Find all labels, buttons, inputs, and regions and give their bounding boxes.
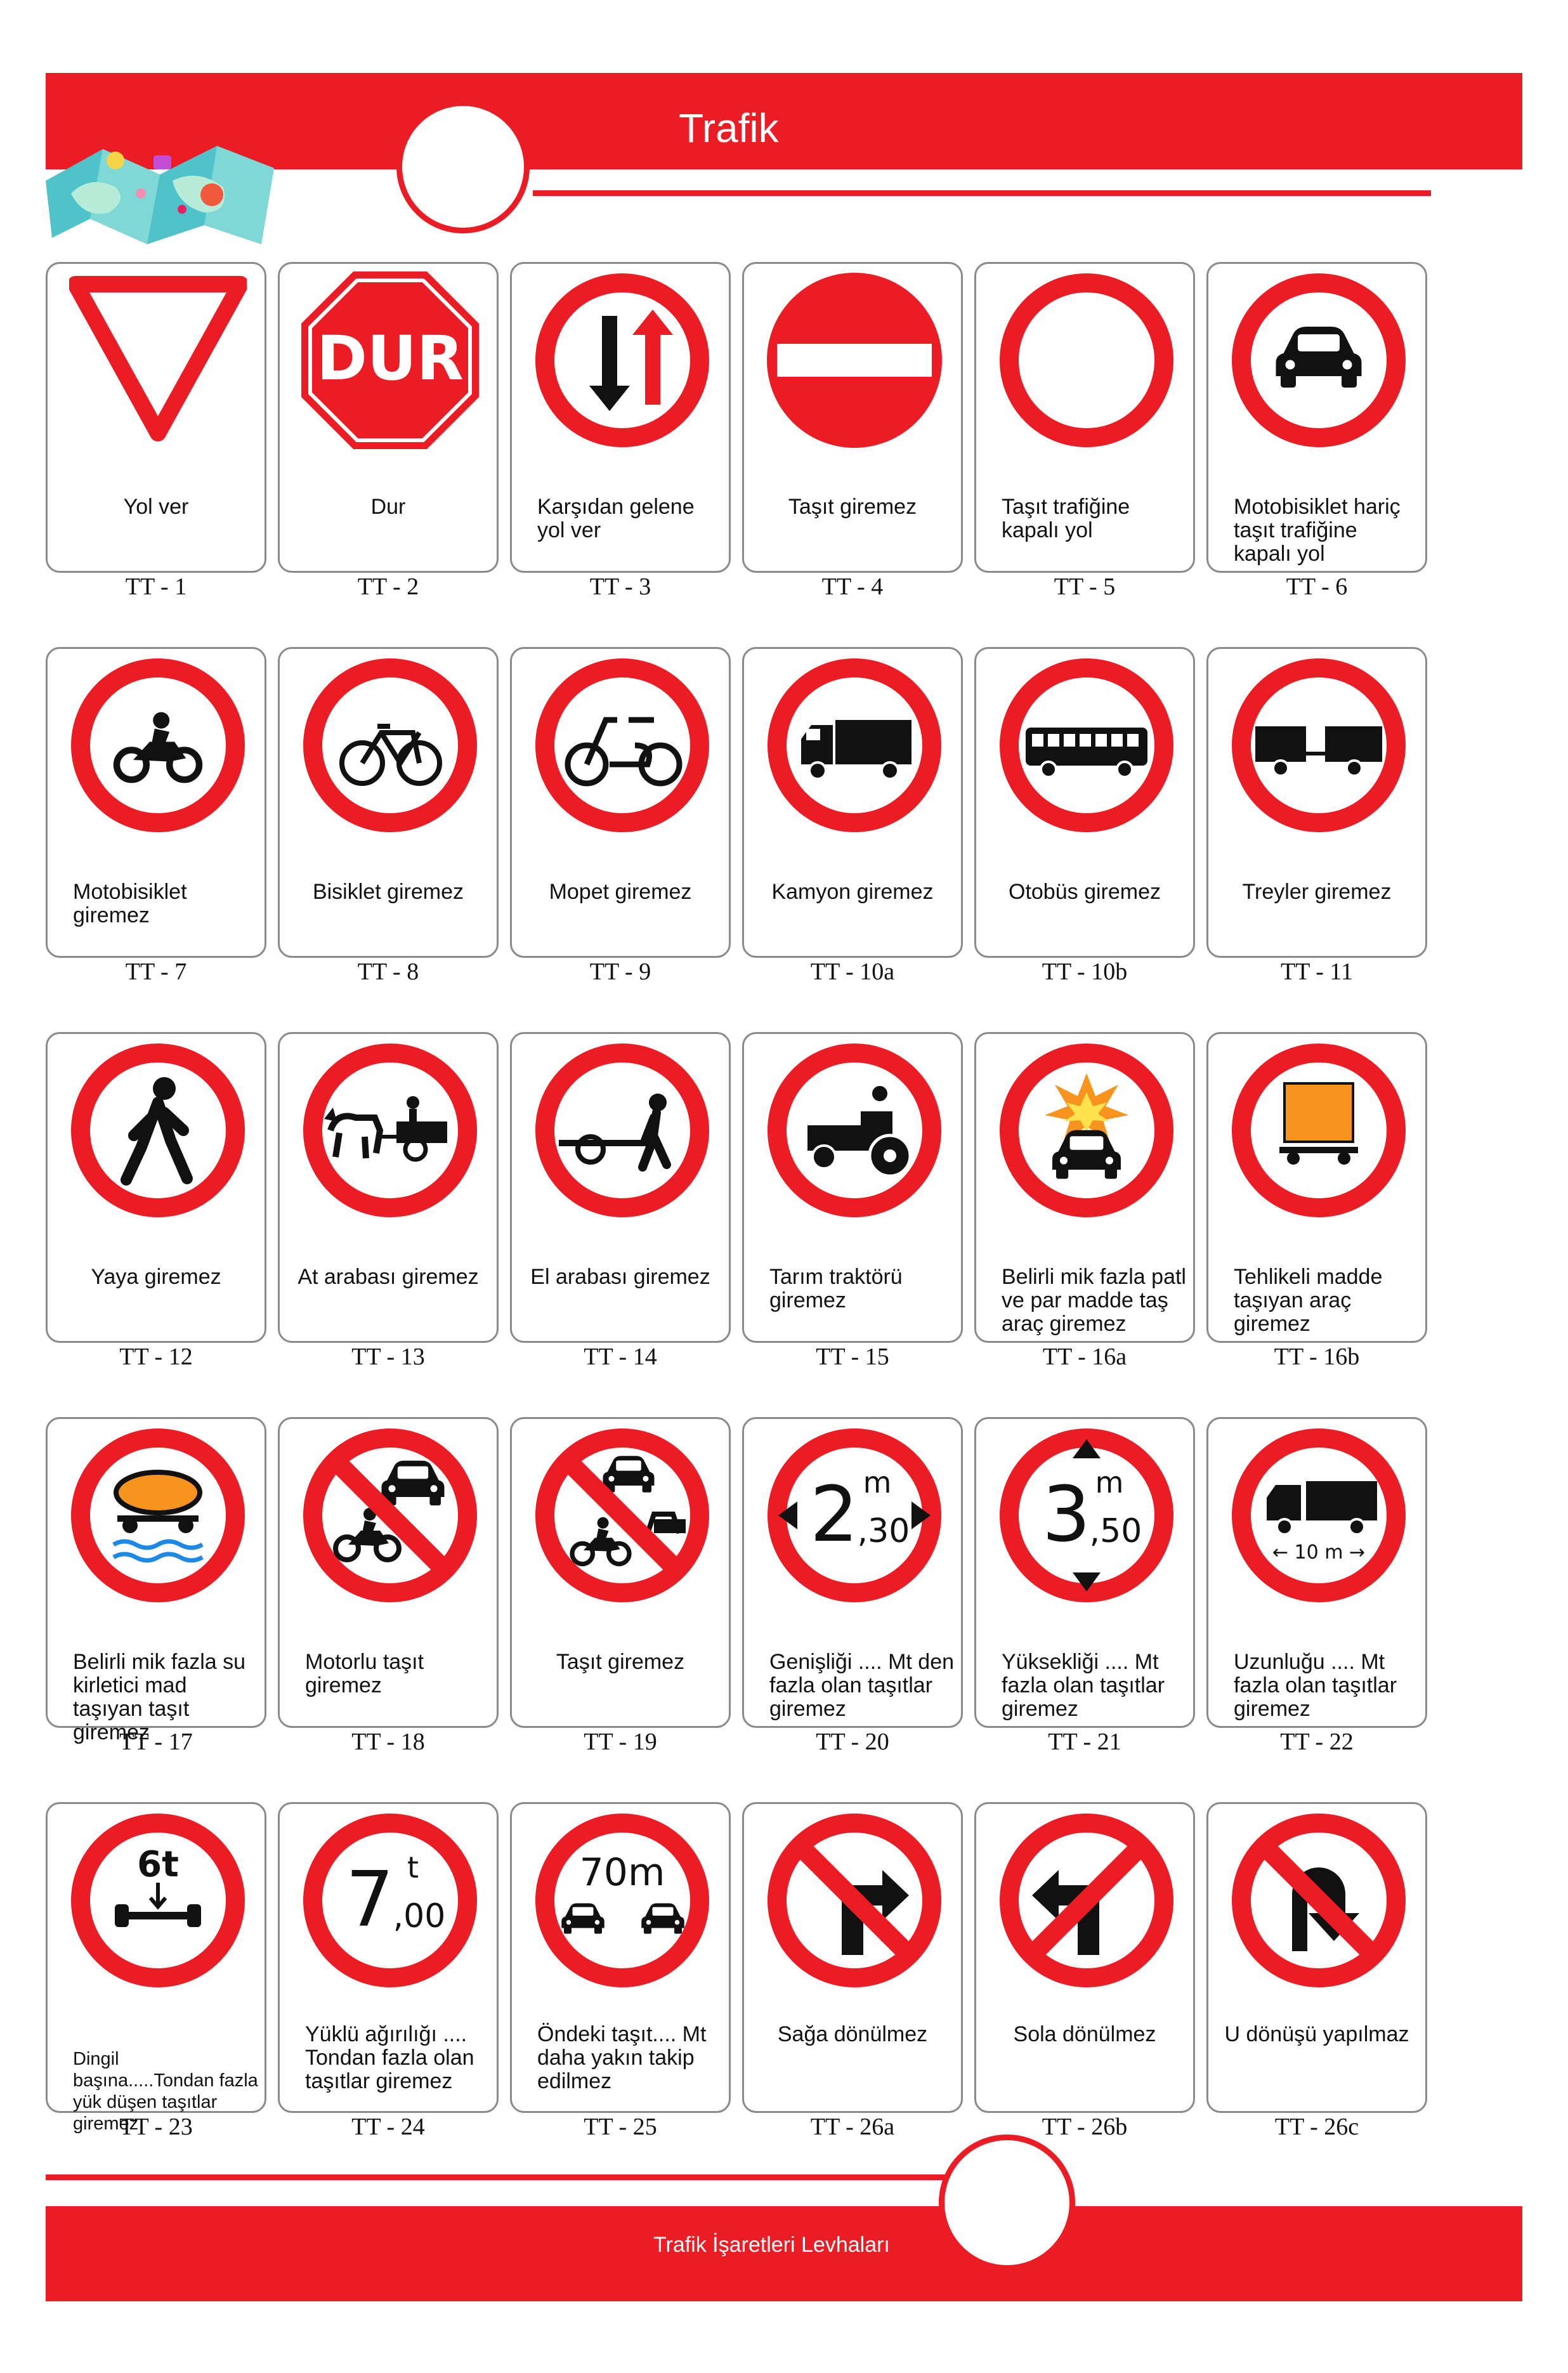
sign-code: TT - 19 <box>584 1729 657 1755</box>
footer-rule <box>46 2174 946 2180</box>
world-map-icon <box>46 136 274 244</box>
stop-octagon-icon <box>301 271 479 449</box>
sign-label: Mopet giremez <box>549 880 692 904</box>
sign-card <box>742 1032 963 1343</box>
svg-text:,30: ,30 <box>857 1512 910 1550</box>
sign-code: TT - 5 <box>1054 573 1116 600</box>
sign-label: At arabası giremez <box>297 1265 479 1289</box>
sign-code: TT - 3 <box>589 573 651 600</box>
no-left-turn-icon <box>998 1812 1175 1989</box>
sign-card <box>510 647 731 958</box>
no-motor-vehicles-icon <box>301 1427 479 1604</box>
no-u-turn-icon <box>1230 1812 1408 1989</box>
no-explosives-icon <box>998 1042 1175 1219</box>
sign-card <box>46 262 266 573</box>
svg-text:m: m <box>1095 1465 1124 1500</box>
sign-label: Yol ver <box>123 495 189 519</box>
sign-label: Taşıt giremez <box>556 1650 685 1674</box>
sign-code: TT - 22 <box>1280 1729 1354 1755</box>
svg-text:2: 2 <box>809 1471 859 1559</box>
no-bus-icon <box>998 657 1175 834</box>
sign-code: TT - 8 <box>357 958 419 985</box>
header-rule <box>533 190 1431 196</box>
sign-code: TT - 24 <box>351 2114 425 2140</box>
sign-card <box>1206 1802 1427 2113</box>
sign-label: Bisiklet giremez <box>312 880 464 904</box>
svg-text:m: m <box>863 1465 892 1500</box>
svg-text:DUR: DUR <box>317 323 464 394</box>
height-limit-icon <box>998 1427 1175 1604</box>
no-entry-icon <box>766 271 943 449</box>
footer-circle <box>939 2134 1075 2271</box>
sign-label: Yüksekliği .... Mt fazla olan taşıtlar giremez <box>1002 1650 1165 1721</box>
no-moped-icon <box>533 657 711 834</box>
sign-code: TT - 26b <box>1042 2114 1128 2140</box>
sign-card <box>974 1802 1195 2113</box>
sign-code: TT - 17 <box>119 1729 193 1755</box>
sign-code: TT - 21 <box>1048 1729 1121 1755</box>
sign-label: Dingil başına.....Tondan fazla yük düşen taşıtlar giremez <box>73 2049 258 2134</box>
sign-code: TT - 9 <box>589 958 651 985</box>
sign-label: Kamyon giremez <box>771 880 934 904</box>
no-water-pollutant-icon <box>69 1427 247 1604</box>
sign-code: TT - 26a <box>810 2114 895 2140</box>
no-bicycle-icon <box>301 657 479 834</box>
sign-card <box>510 1032 731 1343</box>
no-handcart-icon <box>533 1042 711 1219</box>
oncoming-priority-icon <box>533 271 711 449</box>
sign-label: El arabası giremez <box>530 1265 710 1289</box>
no-trailer-icon <box>1230 657 1408 834</box>
svg-text:70m: 70m <box>579 1850 665 1895</box>
no-vehicles-icon <box>533 1427 711 1604</box>
sign-label: Sağa dönülmez <box>777 2022 928 2046</box>
no-horse-cart-icon <box>301 1042 479 1219</box>
sign-code: TT - 6 <box>1286 573 1348 600</box>
sign-label: Belirli mik fazla su kirletici mad taşıyan taşıt giremez <box>73 1650 246 1744</box>
sign-code: TT - 18 <box>351 1729 425 1755</box>
sign-code: TT - 7 <box>125 958 187 985</box>
svg-text:← 10 m →: ← 10 m → <box>1272 1541 1366 1564</box>
no-tractor-icon <box>766 1042 943 1219</box>
sign-label: Dur <box>370 495 406 519</box>
no-pedestrian-icon <box>69 1042 247 1219</box>
page-title: Trafik <box>679 105 779 151</box>
sign-card <box>742 1417 963 1728</box>
svg-text:,50: ,50 <box>1089 1512 1142 1550</box>
sign-card <box>278 647 499 958</box>
sign-card <box>46 647 266 958</box>
no-right-turn-icon <box>766 1812 943 1989</box>
sign-card <box>278 1032 499 1343</box>
sign-card <box>278 262 499 573</box>
sign-code: TT - 25 <box>584 2114 657 2140</box>
sign-card <box>742 1802 963 2113</box>
svg-text:3: 3 <box>1042 1471 1091 1559</box>
sign-code: TT - 10a <box>810 958 895 985</box>
closed-road-icon <box>998 271 1175 449</box>
sign-card <box>974 1417 1195 1728</box>
sign-code: TT - 26c <box>1274 2114 1359 2140</box>
sign-card <box>742 647 963 958</box>
sign-card <box>510 1417 731 1728</box>
sign-code: TT - 15 <box>816 1343 889 1370</box>
sign-card <box>1206 1032 1427 1343</box>
sign-label: Motorlu taşıt giremez <box>305 1650 424 1697</box>
sign-label: Karşıdan gelene yol ver <box>537 495 695 542</box>
svg-text:,00: ,00 <box>393 1897 446 1935</box>
sign-code: TT - 11 <box>1281 958 1353 985</box>
sign-label: Yaya giremez <box>91 1265 221 1289</box>
sign-card <box>742 262 963 573</box>
sign-code: TT - 16b <box>1274 1343 1360 1370</box>
sign-label: Motobisiklet giremez <box>73 880 187 927</box>
sign-code: TT - 12 <box>119 1343 193 1370</box>
header-circle <box>396 100 530 233</box>
sign-label: Motobisiklet hariç taşıt trafiğine kapalı yol <box>1234 495 1401 566</box>
sign-card <box>974 647 1195 958</box>
sign-label: Tarım traktörü giremez <box>769 1265 903 1312</box>
sign-label: U dönüşü yapılmaz <box>1224 2022 1409 2046</box>
min-distance-icon <box>533 1812 711 1989</box>
no-car-icon <box>1230 271 1408 449</box>
sign-card <box>1206 262 1427 573</box>
sign-label: Treyler giremez <box>1242 880 1392 904</box>
svg-text:t: t <box>407 1850 419 1885</box>
no-motorcycle-icon <box>69 657 247 834</box>
sign-label: Sola dönülmez <box>1013 2022 1156 2046</box>
sign-card <box>974 262 1195 573</box>
no-truck-icon <box>766 657 943 834</box>
sign-card <box>1206 1417 1427 1728</box>
sign-card <box>1206 647 1427 958</box>
sign-card <box>46 1032 266 1343</box>
sign-code: TT - 1 <box>125 573 187 600</box>
sign-label: Uzunluğu .... Mt fazla olan taşıtlar giremez <box>1234 1650 1397 1721</box>
sign-card <box>510 262 731 573</box>
sign-label: Taşıt giremez <box>788 495 917 519</box>
sign-code: TT - 16a <box>1042 1343 1127 1370</box>
sign-code: TT - 2 <box>357 573 419 600</box>
sign-label: Yüklü ağırılığı .... Tondan fazla olan taşıtlar giremez <box>305 2022 474 2093</box>
weight-limit-icon <box>301 1812 479 1989</box>
sign-label: Taşıt trafiğine kapalı yol <box>1002 495 1130 542</box>
sign-code: TT - 23 <box>119 2114 193 2140</box>
no-dangerous-goods-icon <box>1230 1042 1408 1219</box>
length-limit-icon <box>1230 1427 1408 1604</box>
sign-card <box>510 1802 731 2113</box>
sign-label: Tehlikeli madde taşıyan araç giremez <box>1234 1265 1383 1336</box>
sign-code: TT - 20 <box>816 1729 889 1755</box>
sign-code: TT - 14 <box>584 1343 657 1370</box>
sign-card <box>974 1032 1195 1343</box>
svg-text:6t: 6t <box>137 1844 179 1885</box>
sign-code: TT - 10b <box>1042 958 1128 985</box>
sign-label: Otobüs giremez <box>1009 880 1161 904</box>
sign-label: Öndeki taşıt.... Mt daha yakın takip edilmez <box>537 2022 707 2093</box>
footer-text: Trafik İşaretleri Levhaları <box>653 2233 890 2257</box>
sign-card <box>278 1802 499 2113</box>
yield-triangle-icon <box>69 271 247 449</box>
axle-weight-limit-icon <box>69 1812 247 1989</box>
sign-label: Belirli mik fazla patl ve par madde taş araç giremez <box>1002 1265 1186 1336</box>
sign-label: Genişliği .... Mt den fazla olan taşıtlar giremez <box>769 1650 955 1721</box>
sign-code: TT - 4 <box>821 573 884 600</box>
svg-text:7: 7 <box>345 1856 395 1944</box>
sign-card <box>278 1417 499 1728</box>
width-limit-icon <box>766 1427 943 1604</box>
sign-code: TT - 13 <box>351 1343 425 1370</box>
